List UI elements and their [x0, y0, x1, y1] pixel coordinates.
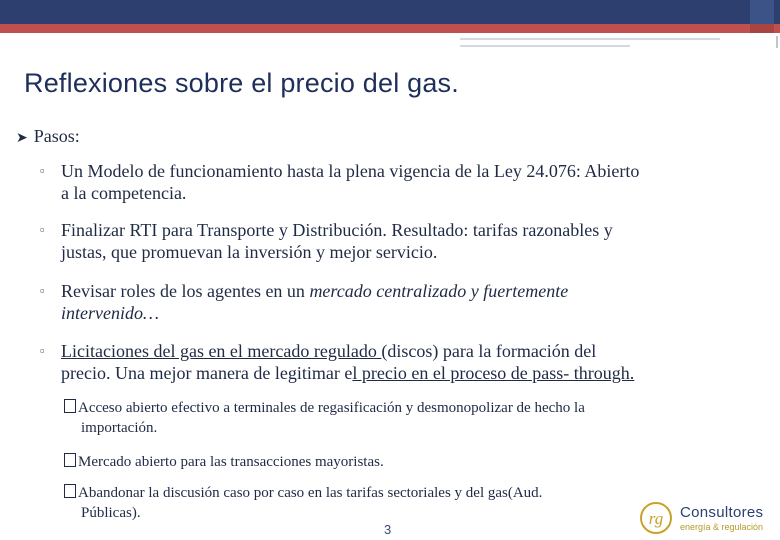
list-item-text	[61, 219, 768, 263]
list-item-line: justas, que promuevan la inversión y mejor servicio.	[61, 242, 438, 262]
list-item-emphasis: intervenido…	[61, 303, 159, 323]
square-bullet-icon: ▫	[40, 283, 45, 298]
list-item-underlined: l precio en el proceso de pass- through.	[352, 363, 635, 383]
page-number: 3	[384, 522, 392, 537]
sub-item-line: importación.	[81, 420, 158, 436]
sub-item-line: Públicas).	[81, 505, 141, 521]
sub-item-line: Acceso abierto efectivo a terminales de regasificación y desmonopolizar de hecho la	[78, 400, 585, 416]
company-logo	[640, 498, 776, 538]
list-item	[40, 160, 768, 204]
square-bullet-icon: ▫	[40, 222, 45, 237]
corner-square-red	[750, 24, 774, 33]
decorative-rule	[776, 36, 778, 48]
square-bullet-icon: ▫	[40, 163, 45, 178]
checkbox-icon	[64, 484, 76, 498]
header-accent-bar	[0, 24, 780, 33]
sub-item	[64, 483, 724, 523]
list-item	[40, 280, 768, 324]
decorative-rule	[460, 38, 720, 40]
list-item-line: precio. Una mejor manera de legitimar e	[61, 363, 353, 383]
list-item	[40, 219, 768, 263]
arrow-bullet-icon: ➤	[16, 131, 28, 146]
list-item-line: Revisar roles de los agentes en un	[61, 281, 310, 301]
sub-item-line: Mercado abierto para las transacciones mayoristas.	[78, 454, 384, 470]
list-item-text	[61, 340, 768, 384]
checkbox-icon	[64, 399, 76, 413]
logo-tagline: energía & regulación	[680, 522, 764, 532]
header-bar	[0, 0, 780, 24]
decorative-rule	[460, 45, 630, 47]
corner-square-blue	[750, 0, 774, 24]
section-heading-label: Pasos:	[33, 126, 80, 146]
sub-item	[64, 398, 724, 438]
list-item	[40, 340, 768, 384]
logo-name: Consultores	[680, 504, 764, 521]
list-item-line: a la competencia.	[61, 183, 187, 203]
sub-item-line: Abandonar la discusión caso por caso en las tarifas sectoriales y del gas(Aud.	[78, 485, 543, 501]
slide-title: Reflexiones sobre el precio del gas.	[24, 68, 459, 98]
list-item-text	[61, 280, 768, 324]
list-item-text	[61, 160, 768, 204]
square-bullet-icon: ▫	[40, 343, 45, 358]
logo-initials: rg	[648, 509, 664, 528]
sub-item	[64, 452, 724, 472]
checkbox-icon	[64, 453, 76, 467]
list-item-line: Finalizar RTI para Transporte y Distribución. Resultado: tarifas razonables y	[61, 220, 613, 240]
list-item-emphasis: mercado centralizado y fuertemente	[309, 281, 569, 301]
list-item-line: (discos) para la formación del	[381, 341, 597, 361]
list-item-underlined: Licitaciones del gas en el mercado regulado	[61, 341, 382, 361]
section-heading	[16, 126, 80, 147]
list-item-line: Un Modelo de funcionamiento hasta la plena vigencia de la Ley 24.076: Abierto	[61, 161, 640, 181]
logo-mark-icon	[640, 502, 676, 534]
